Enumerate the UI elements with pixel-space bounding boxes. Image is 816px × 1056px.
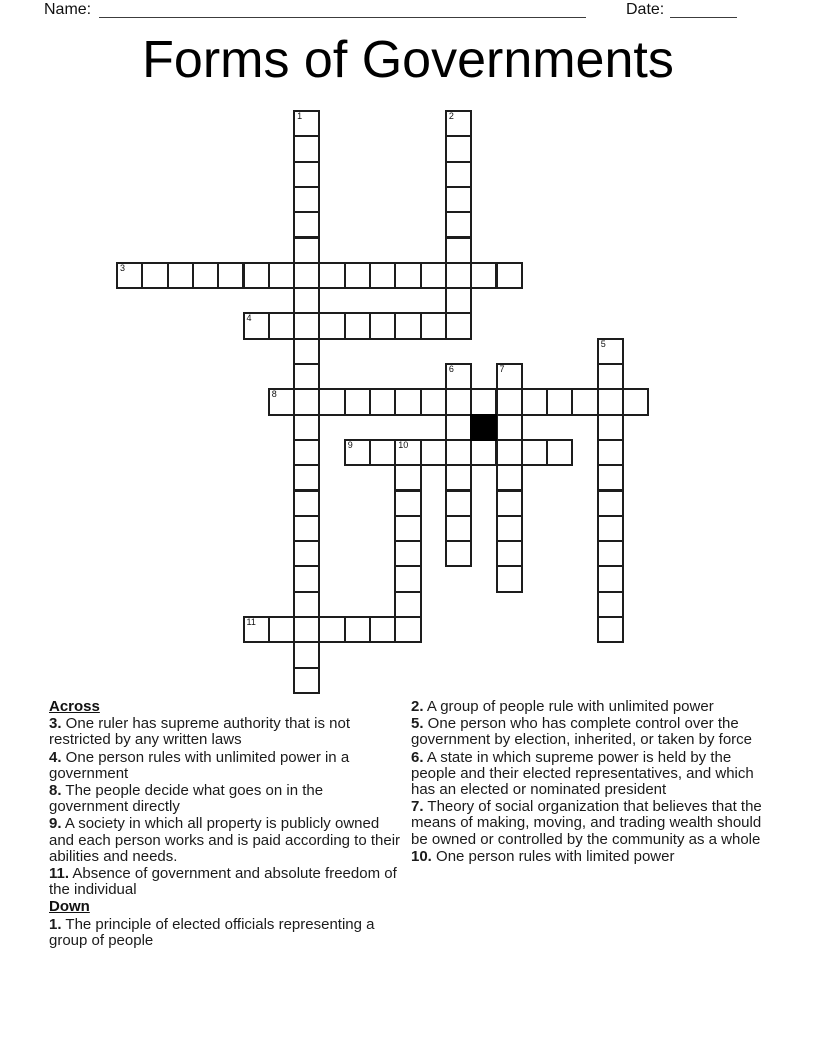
grid-black-cell	[470, 414, 497, 441]
grid-cell-r14c19[interactable]	[597, 464, 624, 491]
clue-across-9	[49, 816, 401, 865]
grid-cell-r13c16[interactable]	[521, 439, 548, 466]
grid-cell-r19c19[interactable]	[597, 591, 624, 618]
grid-cell-r16c13[interactable]	[445, 515, 472, 542]
grid-cell-r8c11[interactable]	[394, 312, 421, 339]
grid-cell-r9c7[interactable]	[293, 338, 320, 365]
grid-cell-r10c13[interactable]	[445, 363, 472, 390]
grid-cell-r8c5[interactable]	[243, 312, 270, 339]
grid-cell-r16c11[interactable]	[394, 515, 421, 542]
grid-cell-r8c12[interactable]	[420, 312, 447, 339]
grid-cell-r18c7[interactable]	[293, 565, 320, 592]
grid-cell-r11c16[interactable]	[521, 388, 548, 415]
grid-cell-r6c11[interactable]	[394, 262, 421, 289]
grid-cell-r11c9[interactable]	[344, 388, 371, 415]
grid-cell-r16c7[interactable]	[293, 515, 320, 542]
grid-cell-r7c13[interactable]	[445, 287, 472, 314]
page-title: Forms of Governments	[142, 31, 674, 89]
grid-cell-r6c14[interactable]	[470, 262, 497, 289]
grid-cell-r13c14[interactable]	[470, 439, 497, 466]
grid-cell-r8c10[interactable]	[369, 312, 396, 339]
clue-number: 7.	[411, 798, 424, 816]
clue-text: One person rules with limited power	[431, 847, 675, 865]
grid-cell-r8c9[interactable]	[344, 312, 371, 339]
clue-number: 10.	[411, 847, 432, 865]
grid-cell-r18c19[interactable]	[597, 565, 624, 592]
grid-cell-r6c6[interactable]	[268, 262, 295, 289]
across-clue-list	[49, 716, 401, 898]
grid-cell-r6c12[interactable]	[420, 262, 447, 289]
grid-cell-r11c19[interactable]	[597, 388, 624, 415]
clues-left-column	[49, 699, 401, 950]
grid-cell-r11c14[interactable]	[470, 388, 497, 415]
grid-cell-r0c7[interactable]	[293, 110, 320, 137]
grid-cell-r11c11[interactable]	[394, 388, 421, 415]
grid-cell-r11c20[interactable]	[622, 388, 649, 415]
grid-cell-r17c15[interactable]	[496, 540, 523, 567]
clue-down-2	[411, 699, 777, 715]
grid-cell-r11c8[interactable]	[318, 388, 345, 415]
grid-cell-r2c13[interactable]	[445, 161, 472, 188]
clue-across-4	[49, 750, 401, 782]
grid-cell-r20c5[interactable]	[243, 616, 270, 643]
grid-cell-r11c10[interactable]	[369, 388, 396, 415]
clue-across-8	[49, 783, 401, 815]
grid-cell-r13c13[interactable]	[445, 439, 472, 466]
grid-cell-r5c7[interactable]	[293, 237, 320, 264]
grid-cell-r11c13[interactable]	[445, 388, 472, 415]
grid-cell-r12c15[interactable]	[496, 414, 523, 441]
grid-cell-number-1: 1	[297, 111, 303, 121]
grid-cell-r13c15[interactable]	[496, 439, 523, 466]
grid-cell-r17c11[interactable]	[394, 540, 421, 567]
grid-cell-r6c10[interactable]	[369, 262, 396, 289]
grid-cell-r7c7[interactable]	[293, 287, 320, 314]
grid-cell-r12c7[interactable]	[293, 414, 320, 441]
grid-cell-number-8: 8	[271, 389, 277, 400]
grid-cell-r10c15[interactable]	[496, 363, 523, 390]
grid-cell-r15c7[interactable]	[293, 490, 320, 517]
name-label: Name:	[44, 1, 92, 18]
clue-text: One person rules with unlimited power in a government	[49, 748, 350, 782]
grid-cell-r20c8[interactable]	[318, 616, 345, 643]
clue-number: 4.	[49, 748, 62, 766]
grid-cell-r8c7[interactable]	[293, 312, 320, 339]
grid-cell-number-5: 5	[600, 338, 606, 349]
grid-cell-r6c3[interactable]	[192, 262, 219, 289]
grid-cell-r17c13[interactable]	[445, 540, 472, 567]
grid-cell-number-3: 3	[120, 262, 126, 273]
grid-cell-r21c7[interactable]	[293, 641, 320, 668]
grid-cell-r20c7[interactable]	[293, 616, 320, 643]
down-clue-list-right	[411, 699, 777, 865]
grid-cell-r4c13[interactable]	[445, 211, 472, 238]
grid-cell-number-6: 6	[448, 364, 454, 374]
clue-text: One ruler has supreme authority that is not restricted by any written laws	[49, 715, 350, 749]
grid-cell-r3c13[interactable]	[445, 186, 472, 213]
clue-across-11	[49, 866, 401, 898]
grid-cell-r14c13[interactable]	[445, 464, 472, 491]
grid-cell-r20c19[interactable]	[597, 616, 624, 643]
grid-cell-r12c13[interactable]	[445, 414, 472, 441]
grid-cell-r6c2[interactable]	[167, 262, 194, 289]
grid-cell-r15c15[interactable]	[496, 490, 523, 517]
clue-number: 3.	[49, 715, 62, 733]
grid-cell-r18c15[interactable]	[496, 565, 523, 592]
clue-number: 5.	[411, 715, 424, 733]
clue-text: One person who has complete control over the government by election, inherited, or taken by force	[411, 715, 753, 749]
clue-text: A society in which all property is publicly owned and each person works and is paid according to their abilities and needs.	[49, 815, 401, 865]
clue-down-1	[49, 917, 401, 949]
grid-cell-r6c15[interactable]	[496, 262, 523, 289]
grid-cell-r19c11[interactable]	[394, 591, 421, 618]
clues-right-column	[411, 699, 777, 866]
grid-cell-r15c11[interactable]	[394, 490, 421, 517]
clue-number: 6.	[411, 748, 424, 766]
clue-down-7	[411, 799, 777, 848]
grid-cell-r1c13[interactable]	[445, 135, 472, 162]
grid-cell-r18c11[interactable]	[394, 565, 421, 592]
clue-down-10	[411, 849, 777, 865]
grid-cell-r3c7[interactable]	[293, 186, 320, 213]
grid-cell-r16c19[interactable]	[597, 515, 624, 542]
grid-cell-r17c19[interactable]	[597, 540, 624, 567]
grid-cell-r5c13[interactable]	[445, 237, 472, 264]
clues-across-heading: Across	[49, 698, 100, 715]
grid-cell-r13c12[interactable]	[420, 439, 447, 466]
grid-cell-r6c1[interactable]	[141, 262, 168, 289]
clue-number: 8.	[49, 782, 62, 800]
grid-cell-r11c12[interactable]	[420, 388, 447, 415]
grid-cell-r6c8[interactable]	[318, 262, 345, 289]
grid-cell-r22c7[interactable]	[293, 667, 320, 694]
grid-cell-r15c13[interactable]	[445, 490, 472, 517]
grid-cell-r11c7[interactable]	[293, 388, 320, 415]
grid-cell-r13c7[interactable]	[293, 439, 320, 466]
grid-cell-r19c7[interactable]	[293, 591, 320, 618]
grid-cell-r15c19[interactable]	[597, 490, 624, 517]
grid-cell-r9c19[interactable]	[597, 338, 624, 365]
grid-cell-r10c7[interactable]	[293, 363, 320, 390]
clue-number: 11.	[49, 865, 70, 883]
grid-cell-r20c9[interactable]	[344, 616, 371, 643]
grid-cell-r8c13[interactable]	[445, 312, 472, 339]
grid-cell-r10c19[interactable]	[597, 363, 624, 390]
grid-cell-r14c15[interactable]	[496, 464, 523, 491]
grid-cell-r2c7[interactable]	[293, 161, 320, 188]
grid-cell-r4c7[interactable]	[293, 211, 320, 238]
clues-down-heading: Down	[49, 898, 90, 916]
grid-cell-r11c18[interactable]	[571, 388, 598, 415]
grid-cell-r6c7[interactable]	[293, 262, 320, 289]
grid-cell-r0c13[interactable]	[445, 110, 472, 137]
grid-cell-r8c8[interactable]	[318, 312, 345, 339]
grid-cell-r11c17[interactable]	[546, 388, 573, 415]
grid-cell-r8c6[interactable]	[268, 312, 295, 339]
grid-cell-r12c19[interactable]	[597, 414, 624, 441]
down-clue-list-left	[49, 917, 401, 949]
grid-cell-r1c7[interactable]	[293, 135, 320, 162]
clue-text: The people decide what goes on in the government directly	[49, 782, 324, 816]
grid-cell-r13c17[interactable]	[546, 439, 573, 466]
clue-down-6	[411, 750, 777, 799]
grid-cell-r11c15[interactable]	[496, 388, 523, 415]
grid-cell-number-2: 2	[448, 111, 454, 121]
grid-cell-r13c10[interactable]	[369, 439, 396, 466]
grid-cell-r14c11[interactable]	[394, 464, 421, 491]
grid-cell-r20c11[interactable]	[394, 616, 421, 643]
grid-cell-number-10: 10	[398, 439, 409, 450]
grid-cell-r11c6[interactable]	[268, 388, 295, 415]
date-label: Date:	[626, 1, 665, 18]
grid-cell-number-11: 11	[246, 617, 256, 627]
grid-cell-r14c7[interactable]	[293, 464, 320, 491]
clue-text: The principle of elected officials representing a group of people	[49, 915, 375, 949]
grid-cell-number-9: 9	[347, 439, 353, 450]
grid-cell-r17c7[interactable]	[293, 540, 320, 567]
clue-text: Absence of government and absolute freedom of the individual	[49, 865, 397, 899]
grid-cell-r6c9[interactable]	[344, 262, 371, 289]
clue-text: Theory of social organization that believes that the means of making, moving, and trading wealth should be owned or controlled by the community as a whole	[411, 798, 762, 848]
grid-cell-r13c11[interactable]	[394, 439, 421, 466]
clue-down-5	[411, 716, 777, 748]
clue-text: A state in which supreme power is held by the people and their elected representatives, and which has an elected or nominated president	[411, 748, 754, 799]
grid-cell-r6c0[interactable]	[116, 262, 143, 289]
grid-cell-r20c10[interactable]	[369, 616, 396, 643]
grid-cell-r13c19[interactable]	[597, 439, 624, 466]
clue-text: A group of people rule with unlimited power	[423, 698, 714, 715]
grid-cell-r20c6[interactable]	[268, 616, 295, 643]
grid-cell-r16c15[interactable]	[496, 515, 523, 542]
grid-cell-r6c13[interactable]	[445, 262, 472, 289]
grid-cell-number-7: 7	[499, 364, 505, 374]
clue-number: 9.	[49, 815, 62, 833]
clue-number: 1.	[49, 915, 62, 933]
clue-across-3	[49, 716, 401, 748]
grid-cell-r6c5[interactable]	[243, 262, 270, 289]
clue-number: 2.	[411, 698, 424, 715]
grid-cell-r6c4[interactable]	[217, 262, 244, 289]
grid-cell-number-4: 4	[246, 313, 252, 324]
grid-cell-r13c9[interactable]	[344, 439, 371, 466]
